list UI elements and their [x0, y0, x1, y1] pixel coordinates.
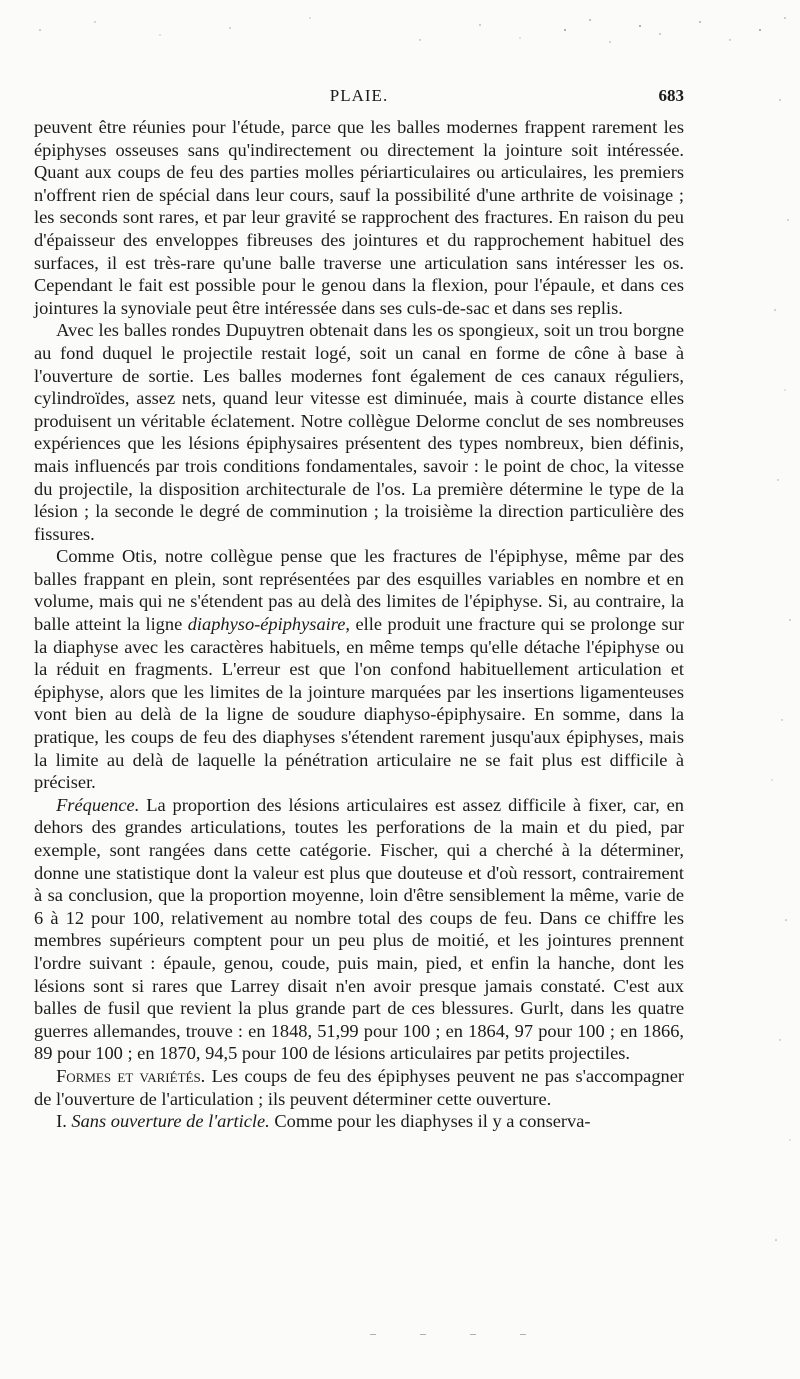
section-heading-frequence: Fréquence. — [56, 794, 140, 815]
section-heading-formes: Formes et variétés. — [56, 1065, 206, 1086]
page-header — [34, 86, 684, 110]
paragraph-6 — [34, 1110, 684, 1133]
paragraph-5-text: Les coups de feu des épiphyses peuvent ne pas s'accompagner de l'ouverture de l'articulation ; ils peuvent déterminer cette ouverture. — [34, 1065, 684, 1109]
paragraph-6-numeral: I. — [56, 1111, 72, 1132]
paragraph-4-text: La proportion des lésions articulaires est assez difficile à fixer, car, en dehors des grandes articulations, toutes les perforations de la main et du pied, par exemple, sont rangées dans cette catégorie. Fischer, qui a cherché à la déterminer, donne une statistique dont la valeur est plus que douteuse et d'où ressort, contrairement à sa conclusion, que la proportion moyenne, loin d'être sensiblement la même, varie de 6 à 12 pour 100, relativement au nombre total des coups de feu. Dans ce chiffre les membres supérieurs comptent pour un peu plus de moitié, et les jointures prennent l'ordre suivant : épaule, genou, coude, puis main, pied, et enfin la hanche, dont les lésions sont si rares que Larrey disait n'en avoir presque jamais constaté. C'est aux balles de fusil que revient la plus grande part de ces blessures. Gurlt, dans les quatre guerres allemandes, trouve : en 1848, 51,99 pour 100 ; en 1864, 97 pour 100 ; en 1866, 89 pour 100 ; en 1870, 94,5 pour 100 de lésions articulaires par petits projectiles. — [34, 794, 684, 1064]
paragraph-3-text-start: Comme Otis, notre collègue pense que les fractures de l'épiphyse, même par des balles frappant en plein, sont représentées par des esquilles variables en nombre et en volume, mais qui ne s'étendent pas au delà des limites de l'épiphyse. Si, au contraire, la balle atteint la ligne — [34, 546, 684, 635]
paragraph-5 — [34, 1065, 684, 1110]
scan-speckle-bottom — [360, 1328, 540, 1342]
scan-speckle-right-margin — [760, 60, 800, 1320]
section-heading-sans-ouverture: Sans ouverture de l'article. — [71, 1111, 270, 1132]
paragraph-6-text: Comme pour les diaphyses il y a conserva- — [269, 1111, 591, 1132]
paragraph-3-italic-term: diaphyso-épiphysaire — [187, 614, 346, 635]
running-title: PLAIE. — [329, 86, 389, 105]
body-text — [34, 116, 684, 1133]
paragraph-3 — [34, 545, 684, 794]
page-number: 683 — [658, 86, 684, 105]
paragraph-1-text: peuvent être réunies pour l'étude, parce que les balles modernes frappent rarement les épiphyses osseuses sans qu'indirectement ou directement la jointure soit intéressée. Quant aux coups de feu des parties molles périarticulaires ou articulaires, les premiers n'offrent rien de spécial dans leur cours, sauf la possibilité d'une arthrite de voisinage ; les seconds sont rares, et par leur gravité se rapprochent des fractures. En raison du peu d'épaisseur des enveloppes fibreuses des jointures et du rapprochement habituel des surfaces, il est très-rare qu'une balle traverse une articulation sans intéresser les os. Cependant le fait est possible pour le genou dans la flexion, pour l'épaule, et dans ces jointures la synoviale peut être intéressée dans ses culs-de-sac et dans ses replis. — [34, 117, 684, 318]
paragraph-2-text: Avec les balles rondes Dupuytren obtenait dans les os spongieux, soit un trou borgne au fond duquel le projectile restait logé, soit un canal en forme de cône à base à l'ouverture de sortie. Les balles modernes font également de ces canaux réguliers, cylindroïdes, assez nets, quand leur vitesse est diminuée, mais à courte distance elles produisent un véritable éclatement. Notre collègue Delorme conclut de ses nombreuses expériences que les lésions épiphysaires présentent des types nombreux, bien définis, mais influencés par trois conditions fondamentales, savoir : le point de choc, la vitesse du projectile, la disposition architecturale de l'os. La première détermine le type de la lésion ; la seconde le degré de comminution ; la troisième la direction particulière des fissures. — [34, 320, 684, 544]
paragraph-1 — [34, 116, 684, 319]
scan-speckle-top — [0, 0, 800, 60]
paragraph-4 — [34, 794, 684, 1065]
paragraph-3-text-end: , elle produit une fracture qui se prolonge sur la diaphyse avec les caractères habituels, en même temps qu'elle détache l'épiphyse ou la réduit en fragments. L'erreur est que l'on confond habituellement articulation et épiphyse, alors que les limites de la jointure marquées par les insertions ligamenteuses vont bien au delà de la ligne de soudure diaphyso-épiphysaire. En somme, dans la pratique, les coups de feu des diaphyses s'étendent rarement jusqu'aux épiphyses, mais la limite au delà de laquelle la pénétration articulaire ne se fait plus est difficile à préciser. — [34, 614, 685, 793]
paragraph-2 — [34, 319, 684, 545]
